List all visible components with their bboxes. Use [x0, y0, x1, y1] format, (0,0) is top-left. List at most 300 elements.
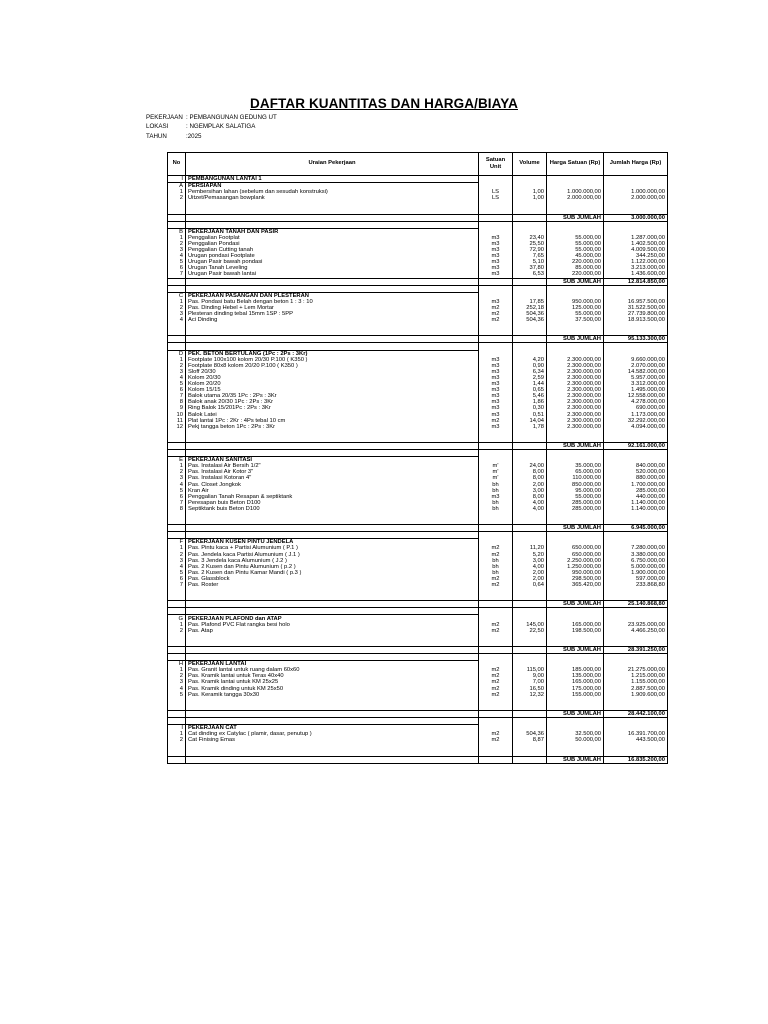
section-title: PEKERJAAN KUSEN PINTU JENDELA: [186, 539, 479, 546]
item-unit: m3: [479, 375, 513, 381]
item-total-price: 3.213.000,00: [604, 265, 668, 271]
item-unit-price: 220.000,00: [547, 271, 604, 278]
cell-empty: [168, 717, 186, 724]
cell-empty: [479, 756, 513, 763]
header-no: No: [168, 153, 186, 176]
table-header-row: [168, 153, 668, 176]
item-unit: m3: [479, 235, 513, 241]
subtotal-value: 25.140.868,80: [604, 601, 668, 608]
header-jumlah-harga: Jumlah Harga (Rp): [604, 153, 668, 176]
section-code: F: [168, 539, 186, 546]
cell-empty: [479, 343, 513, 350]
cell-empty: [168, 646, 186, 653]
item-unit-price: 55.000,00: [547, 241, 604, 247]
item-unit-price: 1.250.000,00: [547, 564, 604, 570]
item-unit: m3: [479, 265, 513, 271]
item-volume: 504,36: [513, 731, 547, 737]
item-total-price: 1.900.000,00: [604, 570, 668, 576]
item-no: 2: [168, 305, 186, 311]
item-no: 8: [168, 506, 186, 512]
cell-empty: [513, 532, 547, 539]
meta-label: TAHUN: [146, 132, 167, 140]
item-volume: 2,00: [513, 570, 547, 576]
item-description: Kolom 20/30: [186, 375, 479, 381]
item-unit-price: 298.500,00: [547, 576, 604, 582]
cell-empty: [479, 221, 513, 228]
item-unit-price: 55.000,00: [547, 247, 604, 253]
item-no: 1: [168, 357, 186, 363]
item-unit: m': [479, 475, 513, 481]
cell-empty: [479, 278, 513, 285]
item-unit: m3: [479, 299, 513, 305]
item-unit-price: 85.000,00: [547, 265, 604, 271]
section-title: PEKERJAAN PLAFOND dan ATAP: [186, 615, 479, 622]
item-unit-price: 2.300.000,00: [547, 369, 604, 375]
item-volume: 504,36: [513, 311, 547, 317]
item-total-price: 16.391.700,00: [604, 731, 668, 737]
item-unit-price: 365.420,00: [547, 582, 604, 588]
cell-empty: [547, 518, 604, 525]
section-title: PEKERJAAN TANAH DAN PASIR: [186, 228, 479, 235]
item-unit-price: 55.000,00: [547, 494, 604, 500]
item-unit: m2: [479, 628, 513, 634]
item-description: Kran Air: [186, 488, 479, 494]
item-volume: 504,36: [513, 317, 547, 323]
section-title: PEK. BETON BERTULANG (1Pc : 2Ps : 3Kr): [186, 350, 479, 357]
item-total-price: 1.155.000,00: [604, 679, 668, 685]
item-description: Footplate 100x100 kolom 20/30 P.100 ( K350 ): [186, 357, 479, 363]
item-description: Pas. Dinding Hebel + Lem Mortar: [186, 305, 479, 311]
section-code: I: [168, 176, 186, 183]
item-description: Peresapan buis Beton D100: [186, 500, 479, 506]
item-volume: 22,50: [513, 628, 547, 634]
cell-empty: [186, 518, 479, 525]
section-row: [168, 292, 668, 299]
item-unit-price: 125.000,00: [547, 305, 604, 311]
cell-empty: [479, 450, 513, 457]
section-code: C: [168, 292, 186, 299]
cell-empty: [513, 436, 547, 443]
item-total-price: 7.280.000,00: [604, 545, 668, 551]
cell-empty: [547, 594, 604, 601]
cell-empty: [186, 336, 479, 343]
section-title: PERSIAPAN: [186, 183, 479, 190]
item-description: Urugan pondasi Footplate: [186, 253, 479, 259]
item-volume: 5,20: [513, 552, 547, 558]
meta-value: : NGEMPLAK SALATIGA: [186, 123, 256, 131]
item-unit: m2: [479, 737, 513, 743]
cell-empty: [479, 594, 513, 601]
section-title: PEMBANGUNAN LANTAI 1: [186, 176, 479, 183]
item-unit-price: 2.300.000,00: [547, 393, 604, 399]
item-total-price: 4.466.250,00: [604, 628, 668, 634]
item-total-price: 840.000,00: [604, 463, 668, 469]
cell-empty: [547, 457, 604, 464]
item-total-price: 18.913.500,00: [604, 317, 668, 323]
blank-row: [168, 532, 668, 539]
subtotal-label: SUB JUMLAH: [547, 756, 604, 763]
cell-empty: [513, 343, 547, 350]
cell-empty: [479, 539, 513, 546]
item-description: Pas. Plafond PVC Flat rangka besi holo: [186, 622, 479, 628]
item-no: 3: [168, 311, 186, 317]
section-code: B: [168, 228, 186, 235]
cell-empty: [479, 608, 513, 615]
cell-empty: [186, 329, 479, 336]
item-unit: m2: [479, 552, 513, 558]
item-no: 1: [168, 299, 186, 305]
item-description: Penggalian Footplat: [186, 235, 479, 241]
cell-empty: [168, 756, 186, 763]
item-unit-price: 65.000,00: [547, 469, 604, 475]
project-meta: [146, 113, 277, 141]
item-description: Sloff 20/30: [186, 369, 479, 375]
item-total-price: 23.925.000,00: [604, 622, 668, 628]
subtotal-label: SUB JUMLAH: [547, 646, 604, 653]
item-unit-price: 135.000,00: [547, 673, 604, 679]
blank-row: [168, 207, 668, 214]
item-description: Pas. Instalasi Air Kotor 3": [186, 469, 479, 475]
cell-empty: [547, 176, 604, 183]
cell-empty: [604, 228, 668, 235]
cell-empty: [186, 608, 479, 615]
cell-empty: [547, 704, 604, 711]
item-total-price: 3.380.000,00: [604, 552, 668, 558]
item-volume: 14,04: [513, 418, 547, 424]
item-unit: m3: [479, 387, 513, 393]
cell-empty: [604, 350, 668, 357]
item-no: 3: [168, 475, 186, 481]
cell-empty: [604, 176, 668, 183]
blank-row: [168, 343, 668, 350]
cell-empty: [479, 292, 513, 299]
cell-empty: [186, 285, 479, 292]
cell-empty: [479, 329, 513, 336]
item-unit-price: 110.000,00: [547, 475, 604, 481]
item-no: 5: [168, 381, 186, 387]
subtotal-label: SUB JUMLAH: [547, 278, 604, 285]
cell-empty: [547, 539, 604, 546]
section-row: [168, 350, 668, 357]
cell-empty: [479, 518, 513, 525]
blank-row: [168, 654, 668, 661]
cell-empty: [186, 594, 479, 601]
item-description: Pas. Pondasi batu Belah dengan beton 1 : 3 : 10: [186, 299, 479, 305]
item-no: 2: [168, 552, 186, 558]
item-description: Balok utama 20/35 1Pc : 2Ps : 3Kr: [186, 393, 479, 399]
item-no: 2: [168, 469, 186, 475]
cell-empty: [547, 329, 604, 336]
item-volume: 8,00: [513, 469, 547, 475]
boq-table: [167, 152, 668, 764]
item-description: Urugan Pasir bawah lantai: [186, 271, 479, 278]
item-unit-price: 650.000,00: [547, 545, 604, 551]
item-unit: bh: [479, 570, 513, 576]
cell-empty: [479, 710, 513, 717]
item-volume: 37,80: [513, 265, 547, 271]
cell-empty: [513, 183, 547, 190]
subtotal-row: [168, 646, 668, 653]
cell-empty: [547, 436, 604, 443]
item-description: Cat Finising Emas: [186, 737, 479, 743]
item-total-price: 690.000,00: [604, 405, 668, 411]
item-total-price: 2.887.500,00: [604, 686, 668, 692]
cell-empty: [186, 207, 479, 214]
item-volume: 2,00: [513, 482, 547, 488]
item-volume: 11,20: [513, 545, 547, 551]
item-unit-price: 55.000,00: [547, 235, 604, 241]
cell-empty: [186, 343, 479, 350]
cell-empty: [513, 594, 547, 601]
cell-empty: [547, 661, 604, 668]
item-no: 2: [168, 363, 186, 369]
cell-empty: [168, 525, 186, 532]
item-unit: LS: [479, 189, 513, 195]
item-no: 4: [168, 317, 186, 323]
item-volume: 9,00: [513, 673, 547, 679]
cell-empty: [604, 292, 668, 299]
subtotal-label: SUB JUMLAH: [547, 442, 604, 449]
item-total-price: 1.909.600,00: [604, 692, 668, 698]
cell-empty: [168, 594, 186, 601]
cell-empty: [547, 292, 604, 299]
item-unit: m2: [479, 305, 513, 311]
item-no: 4: [168, 253, 186, 259]
item-description: Balok Latei: [186, 411, 479, 417]
item-unit: m3: [479, 271, 513, 278]
item-total-price: 597.000,00: [604, 576, 668, 582]
item-unit: m3: [479, 393, 513, 399]
item-total-price: 520.000,00: [604, 469, 668, 475]
item-volume: 7,65: [513, 253, 547, 259]
blank-row: [168, 594, 668, 601]
cell-empty: [479, 207, 513, 214]
item-no: 12: [168, 424, 186, 430]
item-no: 2: [168, 241, 186, 247]
cell-empty: [479, 214, 513, 221]
item-no: 5: [168, 692, 186, 698]
cell-empty: [547, 343, 604, 350]
cell-empty: [479, 615, 513, 622]
item-description: Pas. 3 Jendela kaca Alumunium ( J.2 ): [186, 558, 479, 564]
cell-empty: [513, 207, 547, 214]
item-no: 3: [168, 679, 186, 685]
cell-empty: [547, 717, 604, 724]
section-title: PEKERJAAN PASANGAN DAN PLESTERAN: [186, 292, 479, 299]
cell-empty: [513, 221, 547, 228]
cell-empty: [513, 601, 547, 608]
item-volume: 2,59: [513, 375, 547, 381]
cell-empty: [513, 176, 547, 183]
cell-empty: [479, 725, 513, 732]
cell-empty: [547, 285, 604, 292]
header-uraian: Uraian Pekerjaan: [186, 153, 479, 176]
item-unit: bh: [479, 488, 513, 494]
item-total-price: 4.278.000,00: [604, 399, 668, 405]
subtotal-value: 3.000.000,00: [604, 214, 668, 221]
item-volume: 8,87: [513, 737, 547, 743]
section-code: H: [168, 661, 186, 668]
item-unit: m3: [479, 259, 513, 265]
cell-empty: [513, 725, 547, 732]
item-unit-price: 2.300.000,00: [547, 387, 604, 393]
item-no: 2: [168, 195, 186, 201]
item-description: Uitzet/Pemasangan bowplank: [186, 195, 479, 201]
item-no: 1: [168, 235, 186, 241]
item-total-price: 31.522.500,00: [604, 305, 668, 311]
item-volume: 0,64: [513, 582, 547, 588]
item-unit-price: 2.300.000,00: [547, 405, 604, 411]
cell-empty: [479, 704, 513, 711]
cell-empty: [604, 539, 668, 546]
item-total-price: 12.558.000,00: [604, 393, 668, 399]
cell-empty: [547, 615, 604, 622]
item-description: Pas. Kramik dinding untuk KM 25x50: [186, 686, 479, 692]
item-no: 7: [168, 393, 186, 399]
item-total-price: 1.215.000,00: [604, 673, 668, 679]
item-unit: m2: [479, 418, 513, 424]
item-unit-price: 155.000,00: [547, 692, 604, 698]
item-unit: m3: [479, 424, 513, 430]
item-total-price: 21.275.000,00: [604, 667, 668, 673]
item-description: Plat lantai 1Pc : 2Kr : 4Ps tebal 10 cm: [186, 418, 479, 424]
item-total-price: 4.009.500,00: [604, 247, 668, 253]
cell-empty: [479, 436, 513, 443]
item-unit-price: 1.000.000,00: [547, 189, 604, 195]
cell-empty: [168, 749, 186, 756]
item-unit-price: 2.300.000,00: [547, 411, 604, 417]
item-no: 1: [168, 545, 186, 551]
cell-empty: [168, 608, 186, 615]
item-unit: m3: [479, 357, 513, 363]
item-no: 6: [168, 576, 186, 582]
cell-empty: [604, 436, 668, 443]
cell-empty: [186, 221, 479, 228]
item-no: 4: [168, 686, 186, 692]
subtotal-row: [168, 525, 668, 532]
item-volume: 145,00: [513, 622, 547, 628]
cell-empty: [513, 350, 547, 357]
item-unit-price: 220.000,00: [547, 259, 604, 265]
item-unit-price: 55.000,00: [547, 311, 604, 317]
item-unit: m3: [479, 369, 513, 375]
item-total-price: 27.739.800,00: [604, 311, 668, 317]
item-total-price: 344.250,00: [604, 253, 668, 259]
item-unit-price: 45.000,00: [547, 253, 604, 259]
item-unit-price: 95.000,00: [547, 488, 604, 494]
item-no: 3: [168, 558, 186, 564]
item-no: 9: [168, 405, 186, 411]
section-row: [168, 615, 668, 622]
cell-empty: [604, 725, 668, 732]
cell-empty: [168, 640, 186, 647]
cell-empty: [479, 717, 513, 724]
item-description: Pas. 2 Kusen dan Pintu Kamar Mandi ( p.3 ): [186, 570, 479, 576]
item-no: 1: [168, 667, 186, 673]
item-unit: bh: [479, 564, 513, 570]
item-no: 5: [168, 259, 186, 265]
cell-empty: [168, 343, 186, 350]
cell-empty: [168, 278, 186, 285]
item-total-price: 14.582.000,00: [604, 369, 668, 375]
cell-empty: [513, 292, 547, 299]
subtotal-value: 92.161.000,00: [604, 442, 668, 449]
cell-empty: [479, 654, 513, 661]
item-unit-price: 37.500,00: [547, 317, 604, 323]
item-description: Pekj tangga beton 1Pc : 2Ps : 3Kr: [186, 424, 479, 430]
cell-empty: [479, 601, 513, 608]
item-total-price: 5.957.000,00: [604, 375, 668, 381]
item-unit-price: 2.300.000,00: [547, 363, 604, 369]
item-description: Pas. Glassblock: [186, 576, 479, 582]
cell-empty: [604, 221, 668, 228]
item-no: 4: [168, 482, 186, 488]
item-description: Pas. Kramik lantai untuk KM 25x25: [186, 679, 479, 685]
item-unit: m2: [479, 731, 513, 737]
cell-empty: [513, 442, 547, 449]
meta-label: PEKERJAAN: [146, 114, 183, 121]
cell-empty: [186, 442, 479, 449]
cell-empty: [604, 207, 668, 214]
cell-empty: [604, 518, 668, 525]
cell-empty: [479, 183, 513, 190]
meta-value: :2025: [186, 132, 202, 140]
cell-empty: [547, 749, 604, 756]
item-description: Pas. Roster: [186, 582, 479, 588]
header-satuan: Satuan Unit: [479, 153, 513, 176]
cell-empty: [604, 704, 668, 711]
item-unit-price: 850.000,00: [547, 482, 604, 488]
item-no: 3: [168, 247, 186, 253]
header-volume: Volume: [513, 153, 547, 176]
item-total-price: 4.094.000,00: [604, 424, 668, 430]
cell-empty: [168, 336, 186, 343]
item-volume: 1,00: [513, 189, 547, 195]
item-total-price: 1.140.000,00: [604, 500, 668, 506]
cell-empty: [186, 756, 479, 763]
item-no: 2: [168, 628, 186, 634]
cell-empty: [168, 436, 186, 443]
cell-empty: [479, 646, 513, 653]
item-unit-price: 285.000,00: [547, 506, 604, 512]
item-total-price: 1.140.000,00: [604, 506, 668, 512]
item-volume: 5,46: [513, 393, 547, 399]
subtotal-value: 6.945.000,00: [604, 525, 668, 532]
item-unit-price: 2.300.000,00: [547, 375, 604, 381]
item-unit-price: 32.500,00: [547, 731, 604, 737]
cell-empty: [186, 646, 479, 653]
item-description: Balok anak 20/30 1Pc : 2Ps : 3Kr: [186, 399, 479, 405]
item-no: 7: [168, 500, 186, 506]
item-unit-price: 165.000,00: [547, 622, 604, 628]
cell-empty: [513, 450, 547, 457]
blank-row: [168, 518, 668, 525]
item-volume: 3,00: [513, 558, 547, 564]
item-no: 11: [168, 418, 186, 424]
section-row: [168, 661, 668, 668]
header-harga-satuan: Harga Satuan (Rp): [547, 153, 604, 176]
cell-empty: [168, 285, 186, 292]
cell-empty: [479, 532, 513, 539]
cell-empty: [479, 285, 513, 292]
meta-row: [146, 113, 277, 122]
cell-empty: [604, 450, 668, 457]
item-volume: 1,78: [513, 424, 547, 430]
item-unit-price: 2.300.000,00: [547, 424, 604, 430]
item-unit: m2: [479, 576, 513, 582]
item-volume: 7,00: [513, 679, 547, 685]
cell-empty: [513, 661, 547, 668]
